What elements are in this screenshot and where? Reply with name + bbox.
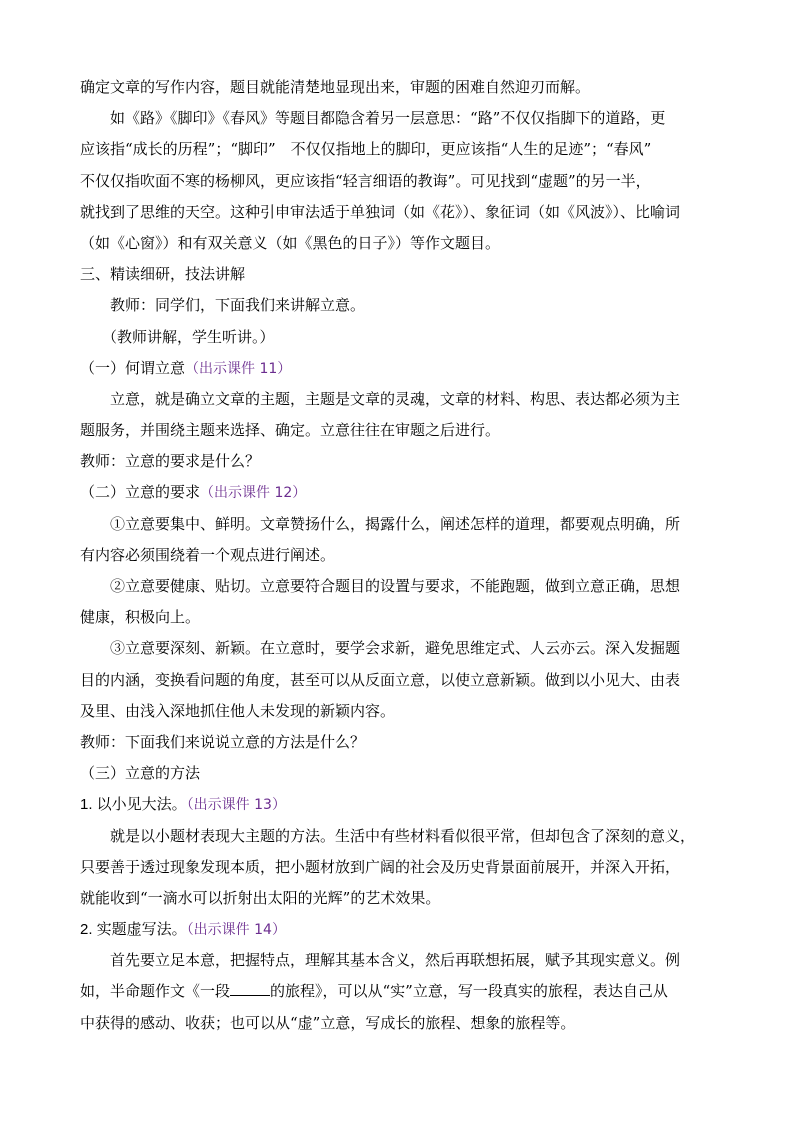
requirement-line: 及里、由浅入深地抓住他人未发现的新颖内容。 [80, 701, 396, 720]
paragraph-line: （如《心窗》）和有双关意义（如《黑色的日子》）等作文题目。 [80, 233, 501, 252]
fill-in-blank [230, 981, 270, 996]
teacher-line: 教师：同学们，下面我们来讲解立意。 [110, 296, 366, 315]
requirement-line: 有内容必须围绕着一个观点进行阐述。 [80, 545, 336, 564]
subsection-heading: （三）立意的方法 [80, 764, 201, 783]
method-title: 1. 以小见大法。 [80, 796, 187, 814]
subsection-heading [80, 353, 724, 384]
method-title: 2. 实题虚写法。 [80, 921, 187, 939]
requirement-line: 健康，积极向上。 [80, 608, 201, 627]
method-heading [80, 789, 724, 820]
subsection-title: （二）立意的要求 [80, 483, 201, 502]
paragraph-line: 就是以小题材表现大主题的方法。生活中有些材料看似很平常，但却包含了深刻的意义， [110, 826, 696, 845]
paragraph-line: 题服务，并围绕主题来选择、确定。立意往往在审题之后进行。 [80, 421, 501, 440]
text-fragment: 如，半命题作文《一段 [80, 982, 231, 1001]
teacher-line: 教师：立意的要求是什么？ [80, 452, 261, 471]
paragraph-line: 不仅仅指吹面不寒的杨柳风，更应该指“轻言细语的教诲”。可见找到“虚题”的另一半， [80, 171, 651, 190]
requirement-line: 目的内涵，变换看问题的角度，甚至可以从反面立意，以使立意新颖。做到以小见大、由表 [80, 670, 681, 689]
paragraph-line: 就找到了思维的天空。这种引申审法适于单独词（如《花》）、象征词（如《风波》）、比喻词 [80, 202, 681, 221]
requirement-line: ②立意要健康、贴切。立意要符合题目的设置与要求，不能跑题，做到立意正确，思想 [110, 577, 681, 595]
slide-reference: （出示课件 11） [185, 360, 292, 377]
slide-reference: （出示课件 12） [200, 485, 307, 502]
document-page [80, 72, 724, 1039]
subsection-title: （一）何谓立意 [80, 358, 186, 377]
method-heading [80, 914, 724, 945]
paragraph-line: 立意，就是确立文章的主题，主题是文章的灵魂，文章的材料、构思、表达都必须为主 [110, 389, 681, 408]
subsection-heading [80, 477, 724, 508]
paragraph-line: 只要善于透过现象发现本质，把小题材放到广阔的社会及历史背景面前展开，并深入开拓， [80, 857, 681, 876]
paragraph-line [80, 976, 724, 1007]
paragraph-line: 确定文章的写作内容，题目就能清楚地显现出来，审题的困难自然迎刃而解。 [80, 78, 591, 96]
requirement-line: ①立意要集中、鲜明。文章赞扬什么，揭露什么，阐述怎样的道理，都要观点明确，所 [110, 514, 681, 533]
teacher-line: 教师：下面我们来说说立意的方法是什么？ [80, 732, 366, 751]
paragraph-line: 首先要立足本意，把握特点，理解其基本含义，然后再联想拓展，赋予其现实意义。例 [110, 951, 681, 970]
paragraph-line: 应该指“成长的历程”；“脚印” 不仅仅指地上的脚印，更应该指“人生的足迹”；“春风” [80, 140, 652, 159]
requirement-line: ③立意要深刻、新颖。在立意时，要学会求新，避免思维定式、人云亦云。深入发掘题 [110, 639, 681, 658]
stage-note: （教师讲解，学生听讲。） [102, 327, 275, 346]
slide-reference: （出示课件 13） [186, 797, 286, 814]
paragraph-line: 如《路》《脚印》《春风》等题目都隐含着另一层意思：“路”不仅仅指脚下的道路，更 [110, 109, 666, 128]
section-heading: 三、精读细研，技法讲解 [80, 265, 246, 284]
slide-reference: （出示课件 14） [186, 922, 286, 939]
paragraph-line: 就能收到“一滴水可以折射出太阳的光辉”的艺术效果。 [80, 888, 441, 907]
paragraph-line: 中获得的感动、收获；也可以从“虚”立意，写成长的旅程、想象的旅程等。 [80, 1013, 576, 1032]
text-fragment: 的旅程》，可以从“实”立意，写一段真实的旅程，表达自己从 [270, 982, 668, 1001]
